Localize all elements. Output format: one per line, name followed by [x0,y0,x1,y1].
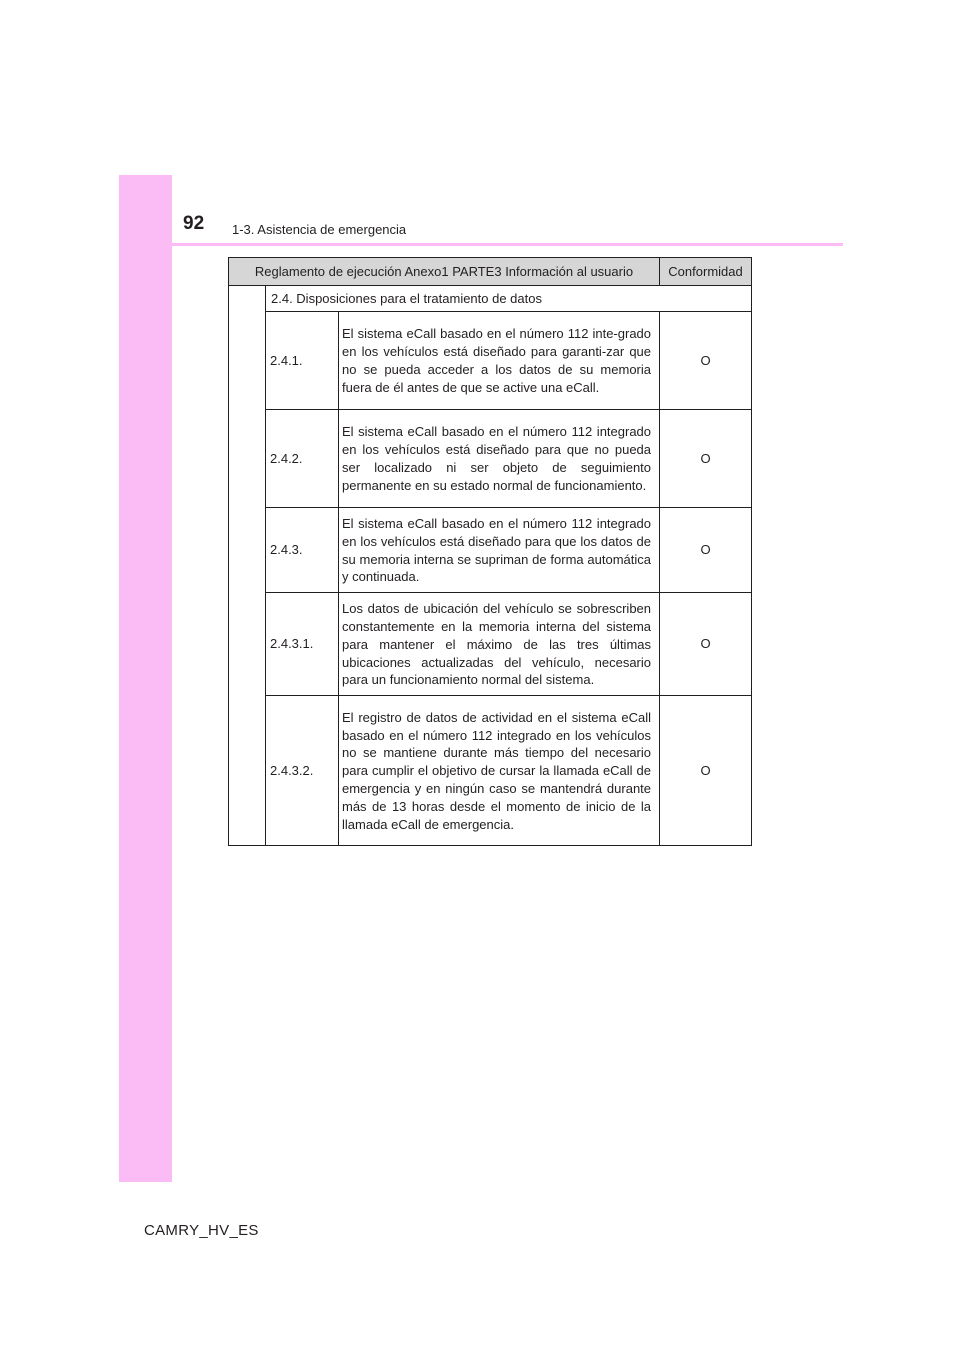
table-header-row [229,258,752,286]
indent-cell [229,286,266,846]
regulation-table [228,257,752,846]
model-code-footer: CAMRY_HV_ES [144,1222,259,1239]
row-text: El sistema eCall basado en el número 112 inte-grado en los vehículos está diseñado para garanti-zar que no se pueda acceder a los datos de su memoria fuera de él antes de que se active una eCall. [339,312,660,410]
page-number: 92 [183,213,205,234]
table-row [229,593,752,696]
section-title: 1-3. Asistencia de emergencia [232,222,407,237]
row-conformity: O [660,696,752,846]
row-conformity: O [660,593,752,696]
row-text: Los datos de ubicación del vehículo se sobrescriben constantemente en la memoria interna del sistema para mantener el máximo de las tres últimas ubicaciones actualizadas del vehículo, necesario para un funcionamiento normal del sistema. [339,593,660,696]
row-conformity: O [660,508,752,593]
row-code: 2.4.3.2. [266,696,339,846]
row-code: 2.4.2. [266,410,339,508]
row-text: El sistema eCall basado en el número 112 integrado en los vehículos está diseñado para que los datos de su memoria interna se supriman de forma automática y continuada. [339,508,660,593]
row-conformity: O [660,312,752,410]
table-row [229,696,752,846]
table-row [229,508,752,593]
column-header-regulation: Reglamento de ejecución Anexo1 PARTE3 Información al usuario [229,258,660,286]
row-code: 2.4.1. [266,312,339,410]
row-conformity: O [660,410,752,508]
row-text: El registro de datos de actividad en el sistema eCall basado en el número 112 integrado en los vehículos no se mantiene durante más tiempo del necesario para cumplir el objetivo de cursar la llamada eCall de emergencia y en ningún caso se mantendrá durante más de 13 horas desde el momento de inicio de la llamada eCall de emergencia. [339,696,660,846]
row-code: 2.4.3.1. [266,593,339,696]
row-text: El sistema eCall basado en el número 112 integrado en los vehículos está diseñado para que no pueda ser localizado ni ser objeto de seguimiento permanente en su estado normal de funcionamiento. [339,410,660,508]
column-header-conformity: Conformidad [660,258,752,286]
table-row [229,312,752,410]
side-color-band [119,175,172,1182]
table-subheading-row [229,286,752,312]
table-row [229,410,752,508]
row-code: 2.4.3. [266,508,339,593]
table-subheading: 2.4. Disposiciones para el tratamiento de datos [266,286,752,312]
header-rule [119,243,843,246]
